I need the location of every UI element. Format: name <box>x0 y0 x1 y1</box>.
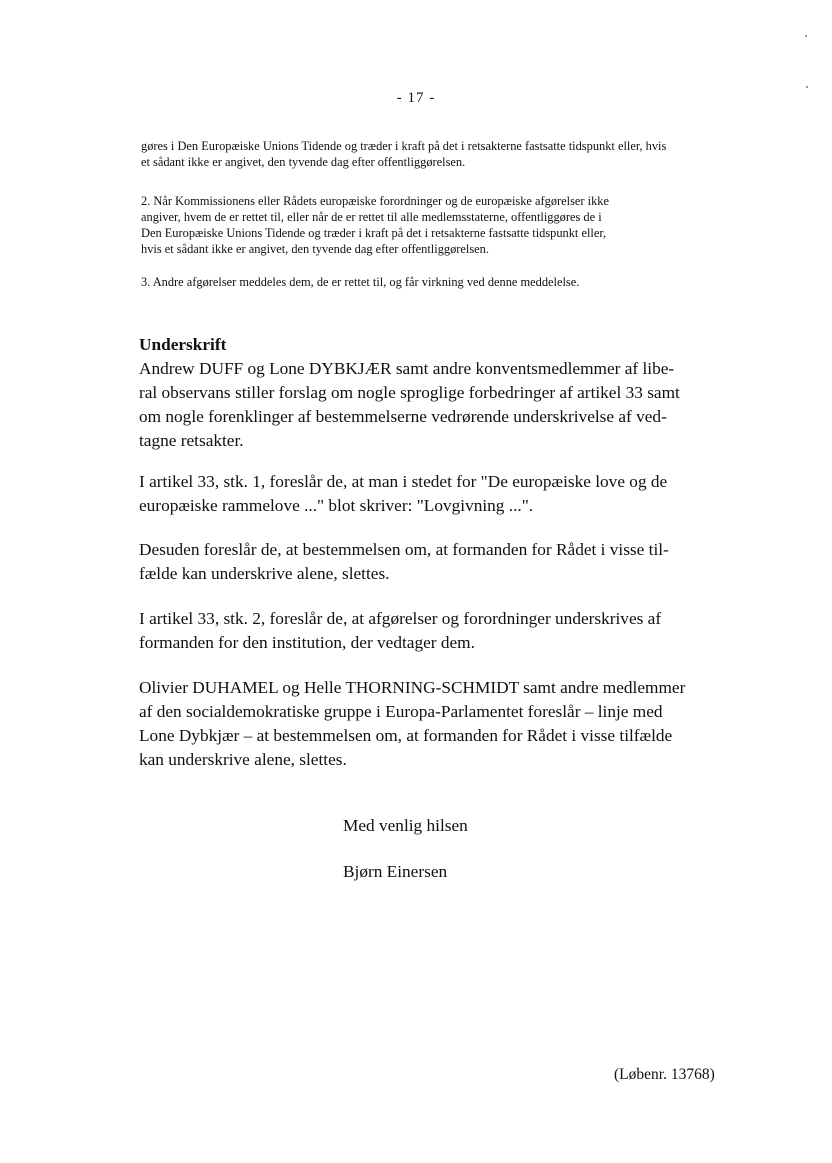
text-line: angiver, hvem de er rettet til, eller når de er rettet til alle medlemsstaterne, offentliggøres de i <box>141 210 602 224</box>
text-line: fælde kan underskrive alene, slettes. <box>139 564 390 583</box>
body-paragraph-1 <box>139 357 739 453</box>
scan-speck <box>805 35 807 37</box>
text-line: et sådant ikke er angivet, den tyvende dag efter offentliggørelsen. <box>141 155 466 169</box>
text-line: Andrew DUFF og Lone DYBKJÆR samt andre konventsmedlemmer af libe- <box>139 359 675 378</box>
text-line: Lone Dybkjær – at bestemmelsen om, at formanden for Rådet i visse tilfælde <box>139 726 673 745</box>
text-line: I artikel 33, stk. 2, foreslår de, at afgørelser og forordninger underskrives af <box>139 609 662 628</box>
text-line: formanden for den institution, der vedtager dem. <box>139 633 475 652</box>
text-line: 3. Andre afgørelser meddeles dem, de er rettet til, og får virkning ved denne meddelelse. <box>141 275 580 289</box>
text-line: ral observans stiller forslag om nogle sproglige forbedringer af artikel 33 samt <box>139 383 680 402</box>
body-paragraph-3 <box>139 538 739 586</box>
body-paragraph-5 <box>139 676 739 772</box>
text-line: Desuden foreslår de, at bestemmelsen om, at formanden for Rådet i visse til- <box>139 540 669 559</box>
paragraph-2 <box>141 193 741 257</box>
paragraph-continuation <box>141 138 741 170</box>
paragraph-3 <box>141 274 741 290</box>
reference-number: (Løbenr. 13768) <box>614 1066 715 1083</box>
closing-greeting: Med venlig hilsen <box>343 816 468 835</box>
text-line: Olivier DUHAMEL og Helle THORNING-SCHMIDT samt andre medlemmer <box>139 678 686 697</box>
text-line: om nogle forenklinger af bestemmelserne vedrørende underskrivelse af ved- <box>139 407 667 426</box>
signer-name: Bjørn Einersen <box>343 862 448 881</box>
text-line: Den Europæiske Unions Tidende og træder i kraft på det i retsakterne fastsatte tidspunkt eller, <box>141 226 607 240</box>
text-line: hvis et sådant ikke er angivet, den tyvende dag efter offentliggørelsen. <box>141 242 489 256</box>
text-line: tagne retsakter. <box>139 431 244 450</box>
text-line: af den socialdemokratiske gruppe i Europa-Parlamentet foreslår – linje med <box>139 702 663 721</box>
text-line: europæiske rammelove ..." blot skriver: "Lovgivning ...". <box>139 496 534 515</box>
body-paragraph-2 <box>139 470 739 518</box>
text-line: 2. Når Kommissionens eller Rådets europæiske forordninger og de europæiske afgørelser ikke <box>141 194 609 208</box>
scan-speck <box>806 86 808 88</box>
body-paragraph-4 <box>139 607 739 655</box>
page-number: - 17 - <box>396 90 436 106</box>
text-line: I artikel 33, stk. 1, foreslår de, at man i stedet for "De europæiske love og de <box>139 472 668 491</box>
section-heading: Underskrift <box>139 335 227 354</box>
text-line: kan underskrive alene, slettes. <box>139 750 347 769</box>
text-line: gøres i Den Europæiske Unions Tidende og træder i kraft på det i retsakterne fastsatte tidspunkt eller, hvis <box>141 139 667 153</box>
